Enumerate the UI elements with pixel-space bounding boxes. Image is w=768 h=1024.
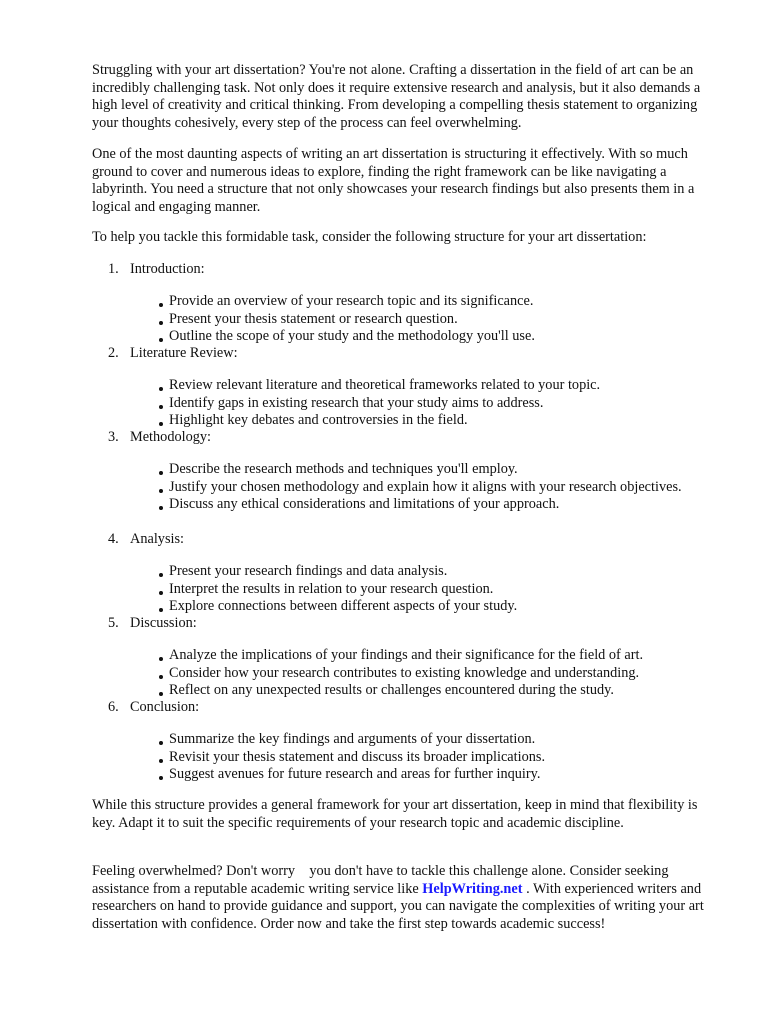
list-item: Discuss any ethical considerations and limitations of your approach. — [158, 496, 683, 514]
bullet-list-analysis — [158, 563, 698, 616]
section-heading-methodology — [108, 429, 211, 447]
final-paragraph-text-start: Feeling overwhelmed? Don't worry you don't have to tackle this challenge alone. Consider seeking assistance from a reputable academic writing service like — [92, 863, 673, 897]
section-number: 5. — [108, 615, 119, 631]
list-item: Outline the scope of your study and the methodology you'll use. — [158, 328, 698, 346]
list-item: Review relevant literature and theoretical frameworks related to your topic. — [158, 377, 698, 395]
list-item: Analyze the implications of your findings and their significance for the field of art. — [158, 647, 698, 665]
bullet-list-methodology — [158, 461, 683, 514]
section-title: Analysis: — [130, 531, 185, 547]
list-item: Consider how your research contributes to existing knowledge and understanding. — [158, 665, 698, 683]
section-title: Conclusion: — [130, 699, 200, 715]
bullet-list-conclusion — [158, 731, 698, 784]
final-paragraph-text-end: . With experienced writers and researchers on hand to provide guidance and support, you can navigate the complexities of writing your art dissertation with confidence. Order now and take the first step towards academic success! — [92, 880, 708, 932]
bullet-list-introduction — [158, 293, 698, 346]
section-title: Introduction: — [130, 261, 205, 277]
helpwriting-link[interactable]: HelpWriting.net — [422, 880, 523, 897]
intro-paragraph-1: Struggling with your art dissertation? You're not alone. Crafting a dissertation in the field of art can be an incredibly challenging task. Not only does it require extensive research and analysis, but it also demands a high level of creativity and critical thinking. From developing a compelling thesis statement to organizing your thoughts cohesively, every step of the process can feel overwhelming. — [92, 62, 701, 131]
section-title: Literature Review: — [130, 345, 238, 361]
section-title: Discussion: — [130, 615, 197, 631]
list-item: Interpret the results in relation to your research question. — [158, 581, 698, 599]
list-item: Identify gaps in existing research that your study aims to address. — [158, 395, 698, 413]
list-item: Describe the research methods and techniques you'll employ. — [158, 461, 683, 479]
list-item: Revisit your thesis statement and discuss its broader implications. — [158, 749, 698, 767]
intro-paragraph-3: To help you tackle this formidable task, consider the following structure for your art dissertation: — [92, 229, 647, 245]
closing-paragraph: While this structure provides a general framework for your art dissertation, keep in mind that flexibility is key. Adapt it to suit the specific requirements of your research topic and academic discipline. — [92, 797, 698, 831]
section-heading-analysis — [108, 531, 184, 549]
section-heading-literature-review — [108, 345, 238, 363]
list-item: Summarize the key findings and arguments of your dissertation. — [158, 731, 698, 749]
section-heading-discussion — [108, 615, 197, 633]
bullet-list-discussion — [158, 647, 698, 700]
list-item: Suggest avenues for future research and areas for further inquiry. — [158, 766, 698, 784]
list-item: Provide an overview of your research topic and its significance. — [158, 293, 698, 311]
final-paragraph — [92, 863, 712, 933]
section-number: 3. — [108, 429, 119, 445]
section-heading-introduction — [108, 261, 205, 279]
section-number: 1. — [108, 261, 119, 277]
section-number: 6. — [108, 699, 119, 715]
section-title: Methodology: — [130, 429, 212, 445]
intro-paragraph-2: One of the most daunting aspects of writing an art dissertation is structuring it effectively. With so much ground to cover and numerous ideas to explore, finding the right framework can be like navigating a labyrinth. You need a structure that not only showcases your research findings but also presents them in a logical and engaging manner. — [92, 146, 695, 215]
bullet-list-literature-review — [158, 377, 698, 430]
section-number: 2. — [108, 345, 119, 361]
section-number: 4. — [108, 531, 119, 547]
list-item: Justify your chosen methodology and explain how it aligns with your research objectives. — [158, 479, 683, 497]
list-item: Highlight key debates and controversies in the field. — [158, 412, 698, 430]
list-item: Explore connections between different aspects of your study. — [158, 598, 698, 616]
list-item: Reflect on any unexpected results or challenges encountered during the study. — [158, 682, 698, 700]
section-heading-conclusion — [108, 699, 199, 717]
list-item: Present your thesis statement or research question. — [158, 311, 698, 329]
list-item: Present your research findings and data analysis. — [158, 563, 698, 581]
